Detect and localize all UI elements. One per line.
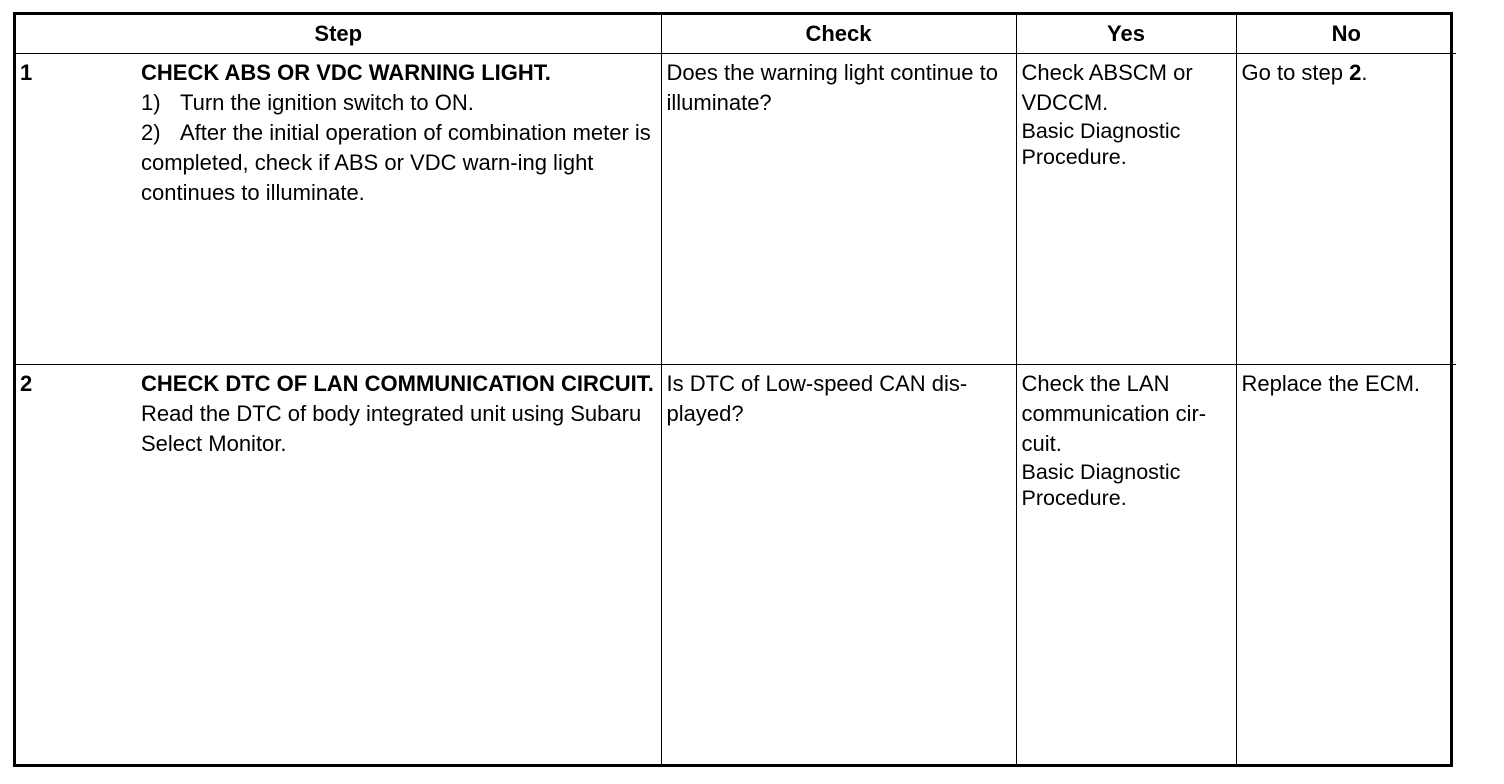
no-step-link: 2	[1349, 60, 1362, 85]
step-number: 1	[20, 60, 33, 85]
step-title: CHECK ABS OR VDC WARNING LIGHT.	[141, 60, 551, 85]
yes-action: Check ABSCM or VDCCM.	[1021, 60, 1193, 115]
substep	[141, 88, 655, 118]
diagnostic-table	[13, 12, 1453, 767]
yes-cell	[1016, 365, 1236, 765]
no-cell	[1236, 54, 1456, 365]
step-description: Read the DTC of body integrated unit using Subaru Select Monitor.	[141, 401, 642, 456]
no-cell: Replace the ECM.	[1236, 365, 1456, 765]
substep-number: 2)	[141, 120, 161, 145]
no-text-end: .	[1361, 60, 1368, 85]
step-cell	[16, 365, 661, 765]
table-row	[16, 54, 1456, 365]
substep-number: 1)	[141, 90, 161, 115]
yes-reference: Basic Diagnostic Procedure.	[1021, 119, 1181, 169]
yes-cell	[1016, 54, 1236, 365]
yes-reference: Basic Diagnostic Procedure.	[1021, 460, 1181, 510]
check-cell: Is DTC of Low-speed CAN dis-played?	[661, 365, 1016, 765]
substep	[141, 118, 655, 208]
header-yes: Yes	[1016, 15, 1236, 54]
substep-text: After the initial operation of combination meter is completed, check if ABS or VDC warn-ing light continues to illuminate.	[141, 120, 651, 205]
table-row	[16, 365, 1456, 765]
check-cell: Does the warning light continue to illuminate?	[661, 54, 1016, 365]
no-text: Go to step	[1241, 60, 1350, 85]
step-title: CHECK DTC OF LAN COMMUNICATION CIRCUIT.	[141, 371, 654, 396]
header-step: Step	[16, 15, 661, 54]
substep-text: Turn the ignition switch to ON.	[180, 90, 474, 115]
header-no: No	[1236, 15, 1456, 54]
step-number: 2	[20, 371, 33, 396]
step-cell	[16, 54, 661, 365]
header-row	[16, 15, 1456, 54]
yes-action: Check the LAN communication cir-cuit.	[1021, 371, 1207, 456]
header-check: Check	[661, 15, 1016, 54]
